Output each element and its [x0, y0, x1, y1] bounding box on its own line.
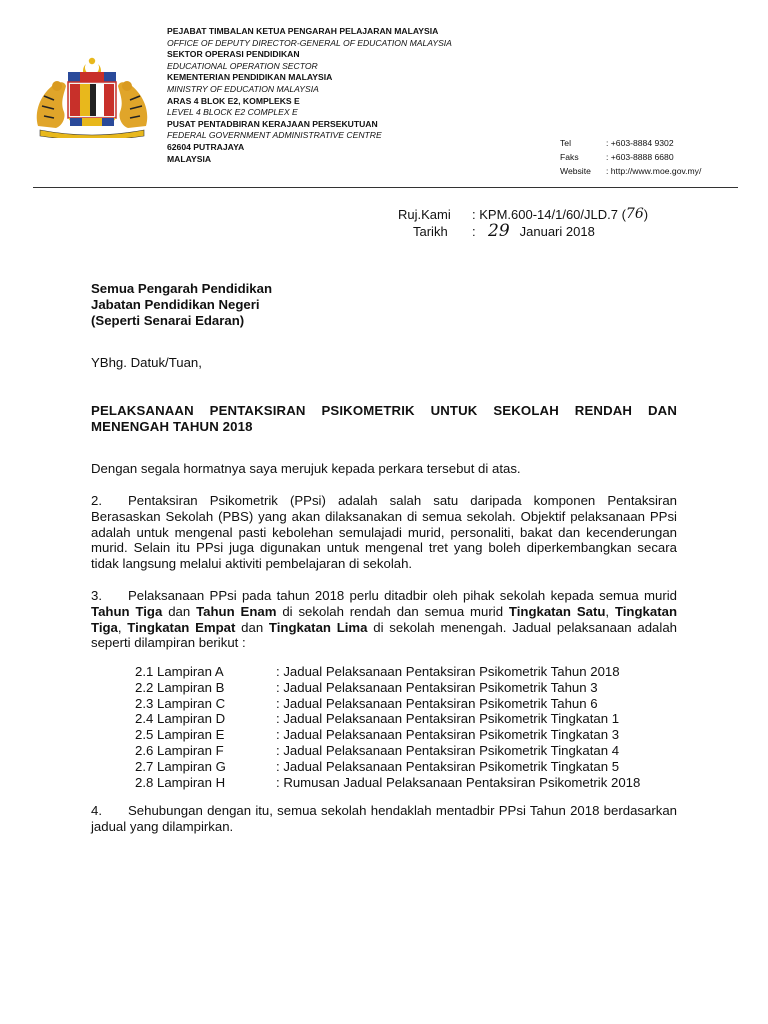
- paragraph-text: ,: [117, 619, 128, 635]
- attachment-description: : Jadual Pelaksanaan Pentaksiran Psikometrik Tahun 3: [276, 679, 598, 695]
- reference-row: [398, 206, 648, 223]
- letterhead-line: PUSAT PENTADBIRAN KERAJAAN PERSEKUTUAN: [167, 118, 378, 129]
- paragraph-number: 3.: [91, 588, 102, 603]
- attachment-row: [135, 664, 640, 680]
- attachment-row: [135, 743, 640, 759]
- contact-value: : +603-8888 6680: [606, 151, 674, 162]
- tarikh-value: Januari 2018: [519, 224, 595, 239]
- letterhead-line: MALAYSIA: [167, 153, 212, 164]
- tarikh-label: Tarikh: [413, 224, 448, 239]
- addressee-line: Jabatan Pendidikan Negeri: [91, 297, 260, 313]
- subject-heading: PELAKSANAAN PENTAKSIRAN PSIKOMETRIK UNTUK SEKOLAH RENDAH DAN MENENGAH TAHUN 2018: [91, 403, 677, 434]
- emphasis: Tingkatan Satu: [508, 603, 606, 619]
- letterhead-line: ARAS 4 BLOK E2, KOMPLEKS E: [167, 95, 300, 106]
- contact-label: Tel: [560, 138, 571, 148]
- attachment-code: 2.1 Lampiran A: [135, 664, 224, 679]
- paragraph-number: 2.: [91, 493, 102, 508]
- ruj-handwritten-number: 76: [625, 206, 644, 222]
- attachment-description: : Rumusan Jadual Pelaksanaan Pentaksiran Psikometrik 2018: [276, 774, 641, 790]
- attachment-description: : Jadual Pelaksanaan Pentaksiran Psikometrik Tahun 2018: [276, 664, 620, 679]
- attachment-row: [135, 696, 640, 712]
- attachment-description: : Jadual Pelaksanaan Pentaksiran Psikometrik Tingkatan 1: [276, 711, 620, 727]
- attachment-row: [135, 727, 640, 743]
- emphasis: Tingkatan Lima: [268, 619, 368, 635]
- emphasis: Tahun Tiga: [91, 603, 163, 619]
- attachment-row: [135, 711, 640, 727]
- emphasis: Tingkatan Tiga: [91, 603, 677, 635]
- paragraph-text: di sekolah menengah. Jadual pelaksanaan adalah seperti dilampiran berikut :: [91, 619, 677, 651]
- attachment-code: 2.3 Lampiran C: [135, 695, 226, 711]
- attachment-description: : Jadual Pelaksanaan Pentaksiran Psikometrik Tingkatan 4: [276, 742, 620, 758]
- emphasis: Tingkatan Empat: [127, 619, 236, 635]
- letterhead-line: EDUCATIONAL OPERATION SECTOR: [167, 60, 318, 71]
- letterhead-line: FEDERAL GOVERNMENT ADMINISTRATIVE CENTRE: [167, 130, 382, 141]
- attachment-description: : Jadual Pelaksanaan Pentaksiran Psikometrik Tingkatan 3: [276, 727, 620, 743]
- addressee-line: (Seperti Senarai Edaran): [91, 313, 245, 329]
- reference-block: [398, 206, 648, 240]
- letterhead-line: LEVEL 4 BLOCK E2 COMPLEX E: [167, 107, 298, 118]
- emphasis: Tahun Enam: [196, 603, 277, 619]
- contact-label: Faks: [560, 151, 579, 162]
- letterhead-line: 62604 PUTRAJAYA: [167, 141, 245, 152]
- paragraph-number: 4.: [91, 803, 102, 818]
- addressee-line: Semua Pengarah Pendidikan: [91, 281, 273, 296]
- letterhead-divider: [33, 187, 738, 188]
- attachment-code: 2.4 Lampiran D: [135, 711, 226, 727]
- paragraph-2: [91, 493, 677, 572]
- attachment-list: [135, 664, 640, 790]
- contact-row: [560, 151, 701, 165]
- paragraph-text: dan: [235, 619, 269, 635]
- attachment-description: : Jadual Pelaksanaan Pentaksiran Psikometrik Tingkatan 5: [276, 758, 620, 774]
- ruj-label: Ruj.Kami: [398, 207, 451, 222]
- coat-of-arms-logo: [30, 56, 154, 138]
- attachment-description: : Jadual Pelaksanaan Pentaksiran Psikometrik Tahun 6: [276, 695, 598, 711]
- paragraph-3: [91, 588, 677, 651]
- attachment-code: 2.2 Lampiran B: [135, 679, 225, 695]
- attachment-row: [135, 759, 640, 775]
- ruj-value: : KPM.600-14/1/60/JLD.7 (: [472, 207, 626, 222]
- paragraph-text: Pelaksanaan PPsi pada tahun 2018 perlu ditadbir oleh pihak sekolah kepada semua murid: [128, 588, 677, 603]
- contact-value[interactable]: : http://www.moe.gov.my/: [606, 165, 702, 176]
- letterhead-line: SEKTOR OPERASI PENDIDIKAN: [167, 49, 300, 60]
- tarikh-handwritten-day: 29: [488, 221, 510, 241]
- paragraph-text: dan: [162, 603, 197, 619]
- date-row: [398, 223, 648, 240]
- letterhead-line: PEJABAT TIMBALAN KETUA PENGARAH PELAJARAN MALAYSIA: [167, 26, 439, 36]
- contact-block: [560, 137, 701, 178]
- attachment-code: 2.8 Lampiran H: [135, 774, 226, 790]
- attachment-code: 2.5 Lampiran E: [135, 727, 225, 743]
- paragraph-text: Sehubungan dengan itu, semua sekolah hendaklah mentadbir PPsi Tahun 2018 berdasarkan jadual yang dilampirkan.: [91, 803, 677, 834]
- attachment-row: [135, 775, 640, 791]
- salutation: YBhg. Datuk/Tuan,: [91, 355, 202, 370]
- addressee-block: [91, 281, 272, 330]
- paragraph-text: ,: [605, 603, 615, 619]
- letterhead-line: MINISTRY OF EDUCATION MALAYSIA: [167, 83, 319, 94]
- paragraph-1: Dengan segala hormatnya saya merujuk kepada perkara tersebut di atas.: [91, 461, 521, 476]
- contact-row: [560, 137, 701, 151]
- paragraph-text: Pentaksiran Psikometrik (PPsi) adalah salah satu daripada komponen Pentaksiran Berasaskan Sekolah (PBS) yang akan dilaksanakan di semua sekolah. Objektif pelaksanaan PPsi adalah untuk mengenal pasti kebolehan semulajadi murid, personaliti, bakat dan kecenderungan murid. Selain itu PPsi juga digunakan untuk mengenal tret yang boleh diperkembangkan secara tidak langsung melalui aktiviti pembelajaran di sekolah.: [91, 493, 677, 572]
- letterhead-line: OFFICE OF DEPUTY DIRECTOR-GENERAL OF EDUCATION MALAYSIA: [167, 37, 452, 48]
- contact-value: : +603-8884 9302: [606, 138, 674, 148]
- contact-label: Website: [560, 165, 591, 176]
- paragraph-text: di sekolah rendah dan semua murid: [276, 603, 509, 619]
- attachment-code: 2.7 Lampiran G: [135, 758, 226, 774]
- letterhead-address: [167, 26, 452, 165]
- contact-row: [560, 165, 701, 179]
- ruj-close: ): [643, 207, 649, 222]
- paragraph-4: [91, 803, 677, 835]
- tarikh-colon: :: [472, 224, 476, 239]
- attachment-row: [135, 680, 640, 696]
- attachment-code: 2.6 Lampiran F: [135, 742, 224, 758]
- letterhead-line: KEMENTERIAN PENDIDIKAN MALAYSIA: [167, 72, 333, 83]
